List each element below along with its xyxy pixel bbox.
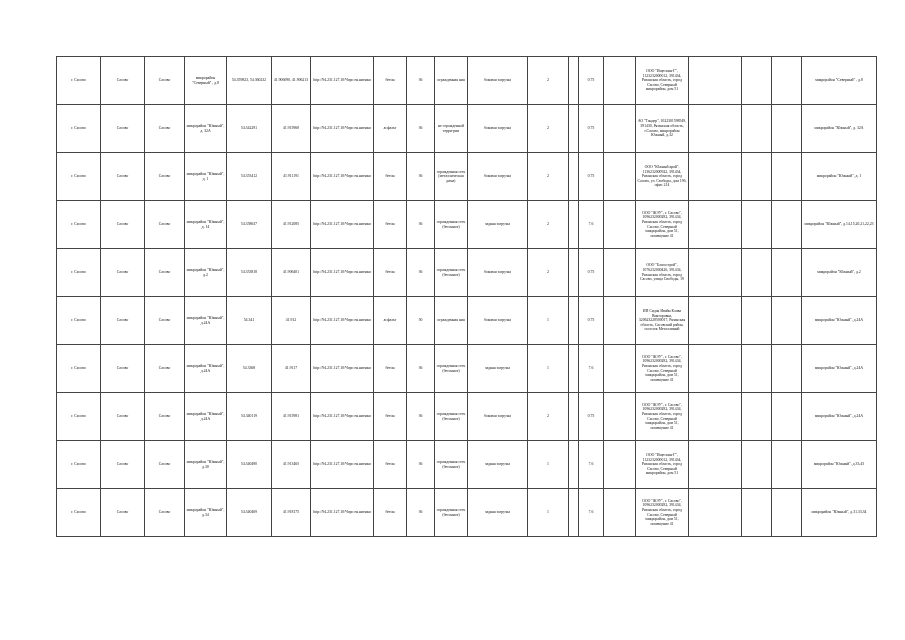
cell-empty [689, 105, 742, 153]
cell-c2: Сасово [101, 57, 145, 105]
cell-empty [742, 105, 772, 153]
cell-cnt: 2 [528, 105, 569, 153]
cell-area: 36 [407, 105, 435, 153]
cell-load: задняя загрузка [468, 201, 528, 249]
cell-addr: микрорайон "Южный", д.24А [185, 297, 227, 345]
cell-url: http://94.231.127.10/Чоро ен.ниенки [311, 57, 374, 105]
cell-load: боковая загрузка [468, 105, 528, 153]
cell-served: микрорайон "Южный", д.24А [802, 345, 877, 393]
cell-empty [772, 297, 802, 345]
cell-vol: 7.6 [579, 441, 604, 489]
cell-empty [689, 249, 742, 297]
cell-addr: микрорайон "Северный" , д.8 [185, 57, 227, 105]
cell-fence: не огражденной терри-рии [435, 105, 468, 153]
cell-empty [689, 57, 742, 105]
table-row [57, 153, 877, 201]
cell-owner: ООО "ЖЭУ", г. Сасово", 1096232000282, 391434, Рязанская область, город Сасово, Северный микрорайон, дом 51, помещение 41 [636, 345, 689, 393]
cell-owner: ООО "ЖЭУ", г. Сасово", 1096232000282, 391434, Рязанская область, город Сасово, Северный микрорайон, дом 51, помещение 41 [636, 393, 689, 441]
cell-c3: Сасово [145, 105, 185, 153]
cell-cnt: 2 [528, 249, 569, 297]
cell-fence: огражденная сеть (бетонное) [435, 441, 468, 489]
cell-owner: ООО "ЖЭУ", г. Сасово", 1096232000282, 391434, Рязанская область, город Сасово, Северный микрорайон, дом 51, помещение 41 [636, 201, 689, 249]
cell-fence: огражденная сеть (бетонное) [435, 393, 468, 441]
cell-empty [772, 393, 802, 441]
cell-c2: Сасово [101, 393, 145, 441]
table-row [57, 393, 877, 441]
cell-c2: Сасово [101, 297, 145, 345]
cell-load: задняя загрузка [468, 489, 528, 537]
cell-addr: микрорайон "Южный", д.24А [185, 393, 227, 441]
cell-empty [689, 489, 742, 537]
cell-area: 36 [407, 201, 435, 249]
cell-empty [772, 489, 802, 537]
table-row [57, 297, 877, 345]
cell-area: 50 [407, 297, 435, 345]
cell-empty [772, 105, 802, 153]
cell-c3: Сасово [145, 201, 185, 249]
cell-empty [742, 57, 772, 105]
cell-addr: микрорайон "Южный", д. 1 [185, 153, 227, 201]
cell-empty [569, 57, 579, 105]
cell-cover: асфальт [374, 105, 407, 153]
container-sites-table [56, 56, 877, 537]
table-row [57, 57, 877, 105]
cell-c1: г. Сасово [57, 201, 101, 249]
cell-empty [742, 489, 772, 537]
cell-cnt: 2 [528, 57, 569, 105]
cell-load: задняя загрузка [468, 441, 528, 489]
cell-c2: Сасово [101, 345, 145, 393]
cell-empty [742, 441, 772, 489]
cell-served: микрорайон "Южный", д.33,45 [802, 441, 877, 489]
cell-area: 36 [407, 57, 435, 105]
cell-coord: 54.340490 [227, 441, 272, 489]
cell-empty [772, 249, 802, 297]
cell-c1: г. Сасово [57, 489, 101, 537]
cell-coord: 54.340119 [227, 393, 272, 441]
cell-empty [569, 441, 579, 489]
cell-coord2: 41.915968 [272, 105, 311, 153]
cell-c3: Сасово [145, 441, 185, 489]
cell-coord: 54.353818 [227, 249, 272, 297]
cell-c3: Сасово [145, 153, 185, 201]
cell-addr: микрорайон "Южный", д.24А [185, 345, 227, 393]
cell-fence: огражденная сеть (бетонное) [435, 489, 468, 537]
cell-vol: 0.75 [579, 249, 604, 297]
cell-coord2: 41.906401 [272, 249, 311, 297]
cell-c2: Сасово [101, 441, 145, 489]
cell-c3: Сасово [145, 249, 185, 297]
cell-area: 36 [407, 249, 435, 297]
cell-load: боковая загрузка [468, 297, 528, 345]
cell-empty [742, 297, 772, 345]
cell-empty [604, 297, 636, 345]
table-row [57, 201, 877, 249]
cell-served: микрорайон "Южный", д. 32А [802, 105, 877, 153]
cell-coord: 54.359823, 54.360232 [227, 57, 272, 105]
cell-c2: Сасово [101, 153, 145, 201]
cell-c2: Сасово [101, 249, 145, 297]
cell-cover: бетон [374, 153, 407, 201]
cell-served: микрорайон "Северный" , д.8 [802, 57, 877, 105]
cell-served: микрорайон "Южный", д.31,33,34 [802, 489, 877, 537]
cell-load: боковая загрузка [468, 393, 528, 441]
cell-vol: 7.6 [579, 345, 604, 393]
cell-empty [742, 345, 772, 393]
cell-empty [569, 153, 579, 201]
cell-empty [569, 105, 579, 153]
cell-fence: огражденная сеть (бетонное) [435, 249, 468, 297]
cell-cnt: 1 [528, 441, 569, 489]
table-row [57, 249, 877, 297]
cell-coord2: 41.913465 [272, 441, 311, 489]
cell-owner: ООО "Благострой", 1076232000426, 391434, Рязанская область, город Сасово, улица Свободы, 19 [636, 249, 689, 297]
cell-addr: микрорайон "Южный", д.30 [185, 441, 227, 489]
cell-cnt: 1 [528, 297, 569, 345]
cell-area: 36 [407, 489, 435, 537]
table-row [57, 345, 877, 393]
cell-empty [569, 345, 579, 393]
cell-c1: г. Сасово [57, 249, 101, 297]
cell-fence: огражденная ния [435, 297, 468, 345]
cell-url: http://94.231.127.10/Чоро ен.ниенки [311, 441, 374, 489]
cell-c3: Сасово [145, 345, 185, 393]
cell-empty [604, 345, 636, 393]
cell-c1: г. Сасово [57, 297, 101, 345]
table-row [57, 441, 877, 489]
cell-url: http://94.231.127.10/Чоро ен.ниенки [311, 345, 374, 393]
cell-owner: ИП Сидак Ивайн Клава Викторовна, 320623228500017, Рязанская область, Сасовский район, поселок Металлиный [636, 297, 689, 345]
cell-load: боковая загрузка [468, 249, 528, 297]
cell-c1: г. Сасово [57, 345, 101, 393]
cell-served: микрорайон "Южный", д. 1 [802, 153, 877, 201]
cell-coord2: 41.912 [272, 297, 311, 345]
cell-vol: 0.75 [579, 297, 604, 345]
cell-c3: Сасово [145, 297, 185, 345]
cell-owner: АО "Тандер", 1022301598549, 391430, Рязанская область, г.Сасово, микрорайон Южный, д.32 [636, 105, 689, 153]
cell-c1: г. Сасово [57, 393, 101, 441]
cell-vol: 7.6 [579, 201, 604, 249]
cell-addr: микрорайон "Южный", д.34 [185, 489, 227, 537]
cell-cover: бетон [374, 489, 407, 537]
cell-c3: Сасово [145, 489, 185, 537]
cell-coord2: 41.918175 [272, 489, 311, 537]
cell-fence: огражденная сеть (бетонное) [435, 201, 468, 249]
cell-coord2: 41.9117 [272, 345, 311, 393]
cell-url: http://94.231.127.10/Чоро ен.ниенки [311, 489, 374, 537]
cell-area: 36 [407, 441, 435, 489]
cell-area: 36 [407, 393, 435, 441]
cell-addr: микрорайон "Южный", д. 32А [185, 105, 227, 153]
cell-empty [604, 393, 636, 441]
cell-empty [689, 297, 742, 345]
table-row [57, 489, 877, 537]
cell-vol: 0.75 [579, 105, 604, 153]
cell-empty [569, 201, 579, 249]
cell-coord: 54.342291 [227, 105, 272, 153]
cell-coord2: 41.906090, 41.906213 [272, 57, 311, 105]
cell-served: микрорайон "Южный", д.24А [802, 393, 877, 441]
cell-cover: бетон [374, 201, 407, 249]
cell-empty [569, 489, 579, 537]
cell-cover: асфальт [374, 297, 407, 345]
cell-empty [604, 57, 636, 105]
cell-cover: бетон [374, 441, 407, 489]
cell-fence: огражденная сеть (металлическая рама) [435, 153, 468, 201]
cell-fence: огражденная сеть (бетонное) [435, 345, 468, 393]
cell-empty [604, 249, 636, 297]
cell-url: http://94.231.127.10/Чоро ен.ниенки [311, 105, 374, 153]
cell-empty [689, 441, 742, 489]
cell-owner: ООО "ЖЭУ", г. Сасово", 1096232000282, 391434, Рязанская область, город Сасово, Северный микрорайон, дом 51, помещение 41 [636, 489, 689, 537]
cell-empty [772, 441, 802, 489]
cell-cover: бетон [374, 393, 407, 441]
cell-coord: 54.340469 [227, 489, 272, 537]
cell-c1: г. Сасово [57, 105, 101, 153]
cell-empty [772, 345, 802, 393]
cell-c1: г. Сасово [57, 57, 101, 105]
cell-c3: Сасово [145, 57, 185, 105]
cell-cnt: 1 [528, 489, 569, 537]
cell-vol: 0.75 [579, 153, 604, 201]
cell-empty [604, 441, 636, 489]
cell-c2: Сасово [101, 105, 145, 153]
cell-c3: Сасово [145, 393, 185, 441]
cell-c2: Сасово [101, 201, 145, 249]
cell-url: http://94.231.127.10/Чоро ен.ниенки [311, 153, 374, 201]
cell-empty [604, 489, 636, 537]
cell-empty [772, 201, 802, 249]
cell-area: 36 [407, 153, 435, 201]
cell-coord: 54.341 [227, 297, 272, 345]
cell-load: боковая загрузка [468, 153, 528, 201]
cell-c2: Сасово [101, 489, 145, 537]
cell-coord2: 41.911191 [272, 153, 311, 201]
cell-area: 36 [407, 345, 435, 393]
table-row [57, 105, 877, 153]
cell-cover: бетон [374, 249, 407, 297]
cell-empty [742, 393, 772, 441]
cell-url: http://94.231.127.10/Чоро ен.ниенки [311, 297, 374, 345]
cell-empty [689, 345, 742, 393]
cell-empty [742, 201, 772, 249]
cell-served: микрорайон "Южный", д.24А [802, 297, 877, 345]
cell-vol: 0.75 [579, 57, 604, 105]
cell-empty [604, 201, 636, 249]
cell-empty [569, 297, 579, 345]
cell-url: http://94.231.127.10/Чоро ен.ниенки [311, 393, 374, 441]
cell-empty [569, 393, 579, 441]
cell-addr: микрорайон "Южный", д. 14 [185, 201, 227, 249]
cell-coord: 54.353412 [227, 153, 272, 201]
cell-vol: 7.6 [579, 489, 604, 537]
cell-c1: г. Сасово [57, 441, 101, 489]
cell-owner: ООО "Ищескин-Г", 1123232000012, 391434, Рязанская область, город Сасово, Северный микрорайон, дом 51 [636, 57, 689, 105]
cell-coord: 54.358637 [227, 201, 272, 249]
cell-empty [689, 153, 742, 201]
cell-coord2: 41.915981 [272, 393, 311, 441]
cell-url: http://94.231.127.10/Чоро ен.ниенки [311, 201, 374, 249]
cell-c1: г. Сасово [57, 153, 101, 201]
cell-cnt: 2 [528, 153, 569, 201]
cell-served: микрорайон "Южный", д.2 [802, 249, 877, 297]
cell-url: http://94.231.127.10/Чоро ен.ниенки [311, 249, 374, 297]
cell-empty [772, 57, 802, 105]
cell-fence: огражденная ния [435, 57, 468, 105]
cell-empty [689, 201, 742, 249]
cell-empty [689, 393, 742, 441]
cell-load: боковая загрузка [468, 57, 528, 105]
cell-addr: микрорайон "Южный", д.2 [185, 249, 227, 297]
cell-owner: ООО "Ищескин-Г", 1123232000012, 391434, Рязанская область, город Сасово, Северный микрорайон, дом 51 [636, 441, 689, 489]
cell-coord2: 41.912085 [272, 201, 311, 249]
cell-empty [604, 153, 636, 201]
cell-cnt: 2 [528, 201, 569, 249]
cell-vol: 0.75 [579, 393, 604, 441]
cell-cover: бетон [374, 57, 407, 105]
cell-empty [772, 153, 802, 201]
cell-cover: бетон [374, 345, 407, 393]
cell-empty [742, 153, 772, 201]
cell-cnt: 1 [528, 345, 569, 393]
cell-served: микрорайон "Южный", д.14,15,20,21,22,23 [802, 201, 877, 249]
cell-load: задняя загрузка [468, 345, 528, 393]
cell-empty [604, 105, 636, 153]
cell-empty [569, 249, 579, 297]
cell-coord: 54.3368 [227, 345, 272, 393]
cell-empty [742, 249, 772, 297]
cell-owner: ООО "Южный край", 1136232000922, 391434, Рязанская область, город Сасово, ул. Свободы, дом 19б, офис 214 [636, 153, 689, 201]
cell-cnt: 2 [528, 393, 569, 441]
